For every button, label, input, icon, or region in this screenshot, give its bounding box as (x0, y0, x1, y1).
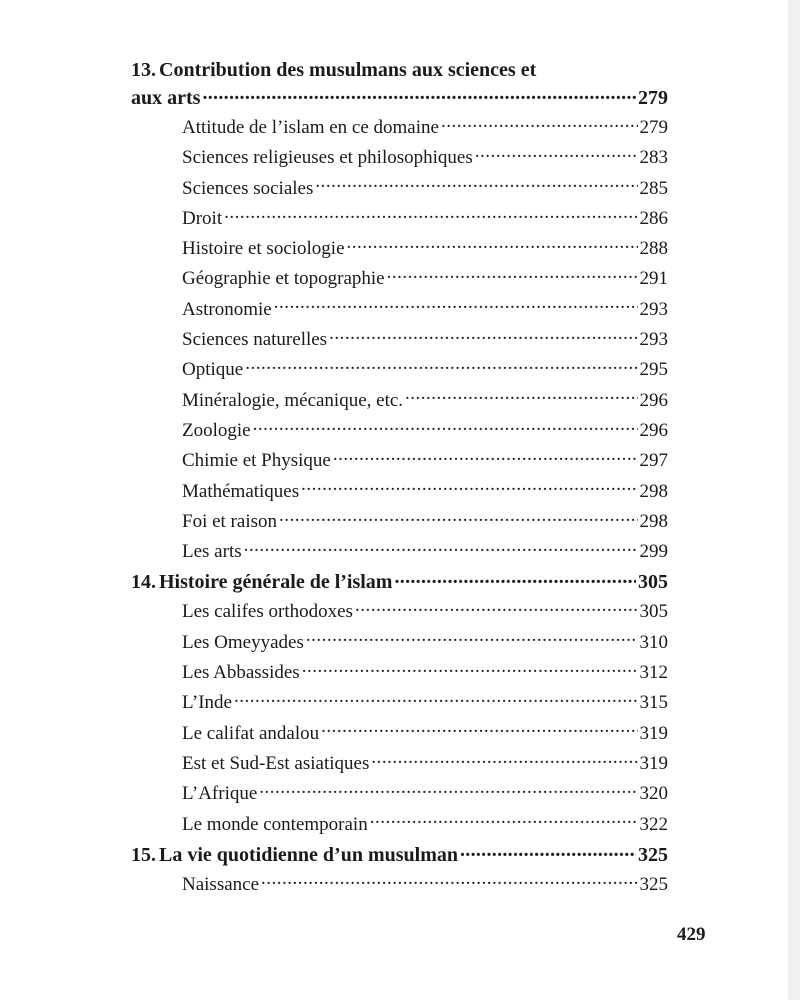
toc-entry[interactable] (131, 810, 668, 840)
toc-entry[interactable] (131, 446, 668, 476)
entry-title: Zoologie (182, 419, 251, 441)
chapter-page-number: 325 (638, 843, 668, 866)
entry-page-number: 310 (639, 631, 668, 653)
dot-leader (321, 720, 637, 739)
entry-page-number: 297 (639, 450, 668, 472)
dot-leader (387, 265, 638, 284)
entry-title: Les Omeyyades (182, 631, 304, 653)
toc-entry[interactable] (131, 749, 668, 779)
entry-page-number: 283 (639, 147, 668, 169)
entry-page-number: 286 (639, 207, 668, 229)
entry-title: L’Inde (182, 692, 232, 714)
entry-title: Astronomie (182, 298, 272, 320)
entry-page-number: 296 (639, 419, 668, 441)
toc-entry[interactable] (131, 174, 668, 204)
entry-page-number: 298 (639, 510, 668, 532)
dot-leader (224, 205, 637, 224)
entry-page-number: 293 (639, 329, 668, 351)
chapter-page-number: 305 (638, 571, 668, 594)
chapter-title: Histoire générale de l’islam (159, 571, 393, 594)
entry-title: Les Abbassides (182, 662, 300, 684)
dot-leader (306, 629, 638, 648)
chapter-13-heading-line1 (131, 57, 668, 83)
entry-title: Le monde contemporain (182, 813, 368, 835)
dot-leader (405, 387, 637, 406)
entry-title: Le califat andalou (182, 722, 320, 744)
entry-page-number: 291 (639, 268, 668, 290)
chapter-number: 13. (131, 59, 156, 81)
dot-leader (245, 356, 637, 375)
dot-leader (475, 144, 638, 163)
dot-leader (253, 417, 638, 436)
entry-title: Les arts (182, 541, 242, 563)
dot-leader (234, 689, 638, 708)
toc-entry[interactable] (131, 143, 668, 173)
toc-entry[interactable] (131, 386, 668, 416)
entry-page-number: 285 (639, 177, 668, 199)
dot-leader (279, 508, 638, 527)
table-of-contents (131, 57, 668, 900)
toc-entry[interactable] (131, 658, 668, 688)
toc-entry[interactable] (131, 234, 668, 264)
toc-entry[interactable] (131, 537, 668, 567)
toc-entry[interactable] (131, 477, 668, 507)
dot-leader (370, 811, 638, 830)
dot-leader (261, 871, 637, 890)
dot-leader (347, 235, 638, 254)
entry-page-number: 296 (639, 389, 668, 411)
dot-leader (460, 841, 636, 861)
entry-title: Naissance (182, 873, 260, 895)
entry-title: Histoire et sociologie (182, 238, 345, 260)
chapter-15-heading[interactable] (131, 840, 668, 870)
entry-title: Minéralogie, mécanique, etc. (182, 389, 404, 411)
entry-title: Est et Sud-Est asiatiques (182, 752, 370, 774)
toc-entry[interactable] (131, 628, 668, 658)
dot-leader (302, 659, 638, 678)
entry-title: Foi et raison (182, 510, 277, 532)
entry-page-number: 325 (639, 873, 668, 895)
chapter-14-heading[interactable] (131, 567, 668, 597)
toc-entry[interactable] (131, 870, 668, 900)
dot-leader (329, 326, 637, 345)
dot-leader (244, 538, 638, 557)
entry-title: Les califes orthodoxes (182, 601, 353, 623)
entry-title: Géographie et topographie (182, 268, 385, 290)
toc-entry[interactable] (131, 779, 668, 809)
entry-title: Droit (182, 207, 223, 229)
entry-page-number: 305 (639, 601, 668, 623)
dot-leader (394, 568, 636, 588)
entry-page-number: 319 (639, 722, 668, 744)
toc-entry[interactable] (131, 507, 668, 537)
toc-entry[interactable] (131, 416, 668, 446)
entry-title: Chimie et Physique (182, 450, 331, 472)
chapter-number: 15. (131, 843, 156, 866)
entry-title: Sciences sociales (182, 177, 314, 199)
entry-page-number: 293 (639, 298, 668, 320)
entry-page-number: 322 (639, 813, 668, 835)
toc-entry[interactable] (131, 719, 668, 749)
dot-leader (371, 750, 637, 769)
entry-page-number: 288 (639, 238, 668, 260)
dot-leader (441, 114, 638, 133)
dot-leader (315, 175, 637, 194)
entry-page-number: 315 (639, 692, 668, 714)
entry-page-number: 312 (639, 662, 668, 684)
toc-entry[interactable] (131, 204, 668, 234)
entry-title: L’Afrique (182, 783, 258, 805)
dot-leader (202, 84, 636, 104)
entry-title: Attitude de l’islam en ce domaine (182, 117, 439, 138)
chapter-title: La vie quotidienne d’un musulman (159, 843, 458, 866)
entry-title: Sciences naturelles (182, 329, 328, 351)
chapter-number: 14. (131, 571, 156, 594)
toc-entry[interactable] (131, 325, 668, 355)
entry-title: Sciences religieuses et philosophiques (182, 147, 473, 169)
dot-leader (274, 296, 638, 315)
entry-page-number: 319 (639, 752, 668, 774)
entry-title: Optique (182, 359, 244, 381)
entry-page-number: 299 (639, 541, 668, 563)
chapter-title-line1: Contribution des musulmans aux sciences et (159, 59, 537, 81)
toc-entry[interactable] (131, 355, 668, 385)
chapter-title-line2: aux arts (131, 87, 201, 109)
entry-page-number: 295 (639, 359, 668, 381)
entry-page-number: 298 (639, 480, 668, 502)
chapter-13-heading-line2[interactable] (131, 83, 668, 113)
dot-leader (301, 478, 637, 497)
entry-title: Mathématiques (182, 480, 300, 502)
entry-page-number: 279 (639, 117, 668, 138)
toc-entry[interactable] (131, 113, 668, 143)
dot-leader (333, 447, 638, 466)
chapter-page-number: 279 (638, 87, 668, 109)
entry-page-number: 320 (639, 783, 668, 805)
page-number: 429 (677, 924, 706, 945)
dot-leader (259, 780, 637, 799)
toc-entry[interactable] (131, 295, 668, 325)
toc-entry[interactable] (131, 597, 668, 627)
toc-entry[interactable] (131, 264, 668, 294)
toc-entry[interactable] (131, 688, 668, 718)
dot-leader (355, 598, 638, 617)
